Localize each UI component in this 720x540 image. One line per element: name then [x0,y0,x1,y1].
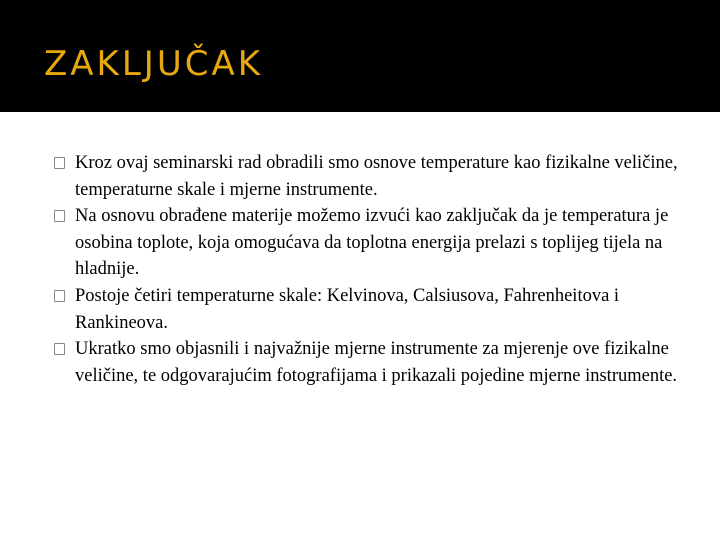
bullet-text: Postoje četiri temperaturne skale: Kelvinova, Calsiusova, Fahrenheitova i Rankineova. [75,285,620,333]
bullet-marker-icon [54,343,65,355]
bullet-list [54,150,694,389]
bullet-text: Na osnovu obrađene materije možemo izvući kao zaključak da je temperatura je osobina toplote, koja omogućava da toplotna energija prelazi s toplijeg tijela na hladnije. [75,206,669,280]
bullet-marker-icon [54,290,65,302]
bullet-item [54,283,694,336]
bullet-item [54,150,694,203]
bullet-text: Kroz ovaj seminarski rad obradili smo osnove temperature kao fizikalne veličine, temperaturne skale i mjerne instrumente. [75,153,678,200]
bullet-text: Ukratko smo objasnili i najvažnije mjerne instrumente za mjerenje ove fizikalne veličine, te odgovarajućim fotografijama i prikazali pojedine mjerne instrumente. [75,339,678,386]
bullet-marker-icon [54,157,65,169]
bullet-marker-icon [54,210,65,222]
bullet-item [54,203,694,283]
title-bar [0,0,720,112]
slide-title: ZAKLJUČAK [44,44,263,84]
bullet-item [54,336,694,389]
